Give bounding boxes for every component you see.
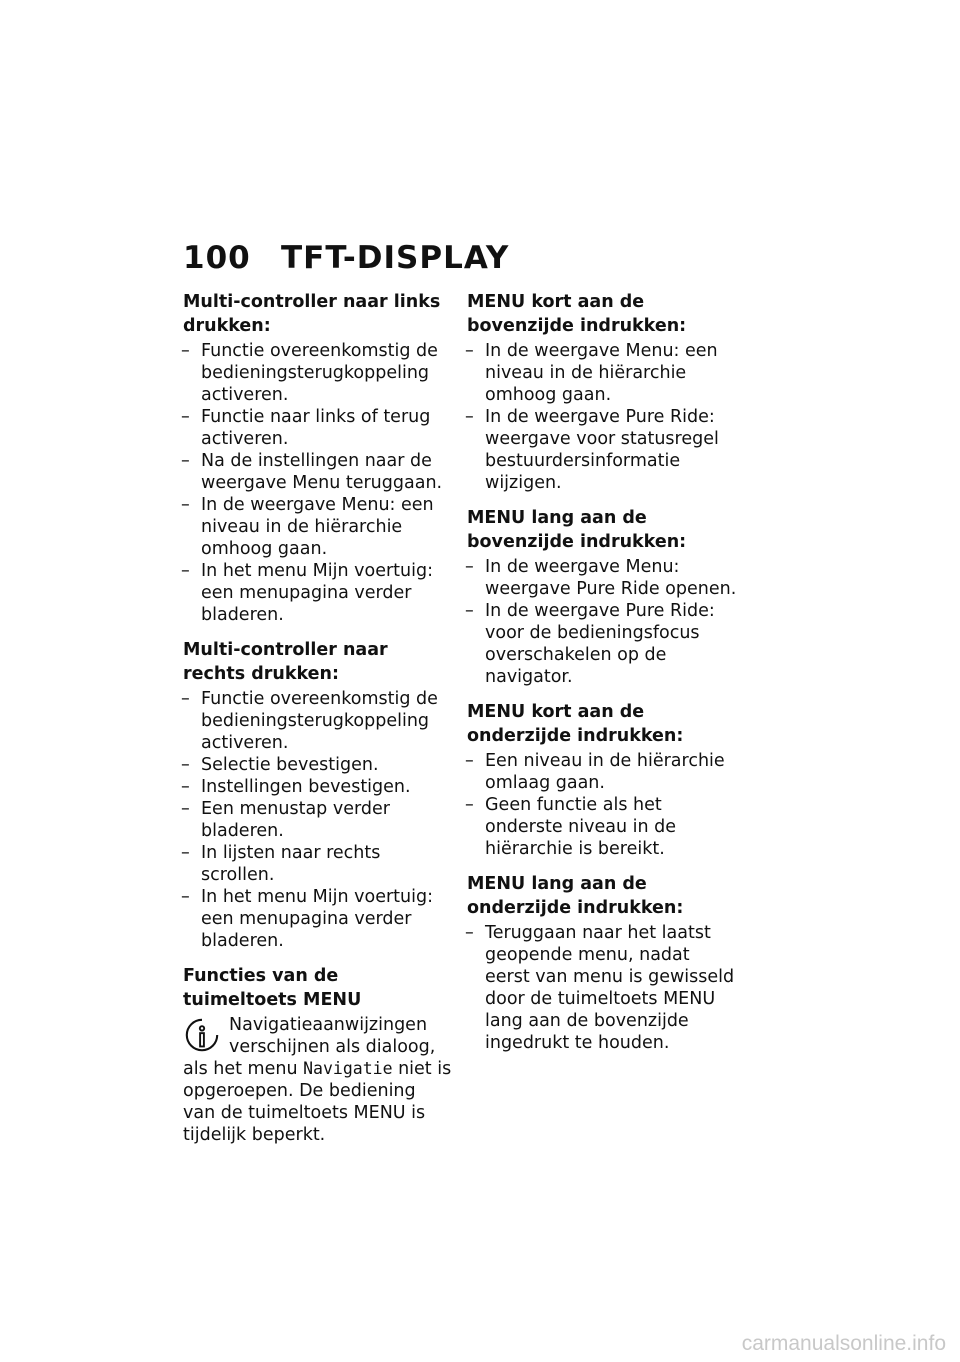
section-menu-lang-onder	[467, 872, 737, 1054]
list-item: – Een menustap verder bladeren.	[183, 798, 453, 842]
list-item: – In de weergave Pure Ride: voor de bedieningsfocus overschakelen op de navigator.	[467, 600, 737, 688]
section-left-rechts	[183, 638, 453, 952]
section-heading: MENU lang aan de bovenzijde indrukken:	[467, 508, 687, 552]
left-column	[183, 290, 453, 1158]
list-item: – Functie overeenkomstig de bedieningsterugkoppeling activeren.	[183, 688, 453, 754]
list-item: – Functie naar links of terug activeren.	[183, 406, 453, 450]
bullet-list	[467, 750, 737, 860]
watermark: carmanualsonline.info	[741, 1332, 946, 1355]
section-menu-kort-onder	[467, 700, 737, 860]
bullet-list	[467, 556, 737, 688]
page-title: TFT-DISPLAY	[281, 240, 510, 276]
list-item: – Selectie bevestigen.	[183, 754, 453, 776]
functions-heading: Functies van de tuimeltoets MENU	[183, 966, 362, 1010]
note-menu-name: Navigatie	[303, 1059, 393, 1078]
info-note	[183, 1014, 453, 1146]
list-item: – Een niveau in de hiërarchie omlaag gaan.	[467, 750, 737, 794]
note-text-after: niet is opgeroepen. De bediening van de tuimeltoets MENU is tijdelijk beperkt.	[183, 1059, 452, 1145]
bullet-list	[183, 340, 453, 626]
section-left-links	[183, 290, 453, 626]
bullet-list	[183, 688, 453, 952]
list-item: – In het menu Mijn voertuig: een menupagina verder bladeren.	[183, 560, 453, 626]
list-item: – Functie overeenkomstig de bedieningsterugkoppeling activeren.	[183, 340, 453, 406]
list-item: – Geen functie als het onderste niveau in de hiërarchie is bereikt.	[467, 794, 737, 860]
section-menu-lang-boven	[467, 506, 737, 688]
section-menu-kort-boven	[467, 290, 737, 494]
section-heading: Multi-controller naar links drukken:	[183, 292, 441, 336]
section-heading: MENU lang aan de onderzijde indrukken:	[467, 874, 684, 918]
note-text-before: Navigatieaanwijzingen verschijnen als dialoog, als het menu	[183, 1015, 436, 1079]
list-item: – Na de instellingen naar de weergave Menu teruggaan.	[183, 450, 453, 494]
list-item: – Instellingen bevestigen.	[183, 776, 453, 798]
info-icon	[183, 1017, 221, 1055]
bullet-list	[467, 922, 737, 1054]
page-header	[183, 240, 509, 276]
section-functions	[183, 964, 453, 1146]
list-item: – In de weergave Menu: weergave Pure Ride openen.	[467, 556, 737, 600]
right-column	[467, 290, 737, 1066]
list-item: – In lijsten naar rechts scrollen.	[183, 842, 453, 886]
section-heading: Multi-controller naar rechts drukken:	[183, 640, 388, 684]
section-heading: MENU kort aan de onderzijde indrukken:	[467, 702, 684, 746]
section-heading: MENU kort aan de bovenzijde indrukken:	[467, 292, 687, 336]
list-item: – In de weergave Pure Ride: weergave voor statusregel bestuurdersinformatie wijzigen.	[467, 406, 737, 494]
list-item: – In het menu Mijn voertuig: een menupagina verder bladeren.	[183, 886, 453, 952]
list-item: – In de weergave Menu: een niveau in de hiërarchie omhoog gaan.	[183, 494, 453, 560]
page-number: 100	[183, 240, 251, 276]
list-item: – In de weergave Menu: een niveau in de hiërarchie omhoog gaan.	[467, 340, 737, 406]
bullet-list	[467, 340, 737, 494]
list-item: – Teruggaan naar het laatst geopende menu, nadat eerst van menu is gewisseld door de tuimeltoets MENU lang aan de bovenzijde ingedrukt te houden.	[467, 922, 737, 1054]
